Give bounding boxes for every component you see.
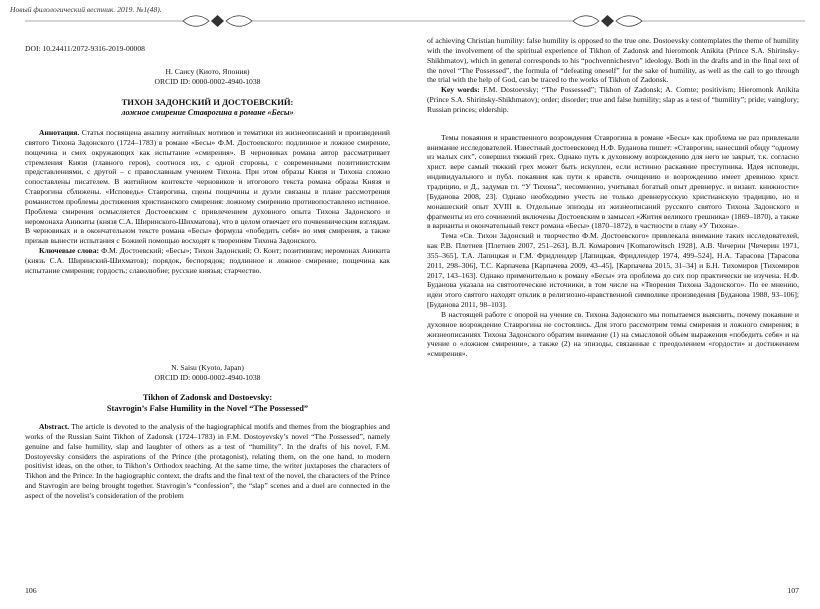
page-number-left: 106 <box>25 586 37 595</box>
abstract-ru-paragraph <box>25 128 390 246</box>
body-paragraph-3: В настоящей работе с опорой на учение св. Тихона Задонского мы попытаемся выяснить, почему покаяние и духовное возрождение Ставрогина не состоялись. Для этого рассмотрим темы смирения и ложного смирения; в жизнеописаниях Тихона Задонского обратим внимание (1) на смысловой объем выражения «победить себя» и на учение о «ложном смирении», а также (2) на эпизоды, связанные с преодолением «гордости» и достижением «смирения». <box>427 309 799 359</box>
abstract-en <box>25 422 390 501</box>
body-paragraph-2: Тема «Св. Тихон Задонский и творчество Ф.М. Достоевского» привлекала внимание таких исследователей, как Р.В. Плетнев [Плетнев 2007, 251–263], В.Л. Комарович [Komarowitsch 1928], А.В. Чичерин [Чичерин 1971, 355–365], Т.А. Лапицкая и Г.М. Фридлендер [Лапицкая, Фридлендер 1974, 499–524], Н.А. Тарасова [Тарасова 2011, 298–306], Т.С. Карпачева [Карпачева 2009, 43–45], [Карпачева 2015, 31–34] и Б.Н. Тихомиров [Тихомиров 2017, 143–163]. Однако применительно к роману «Бесы» эта проблема до сих пор практически не изучена. Н.Ф. Буданова указала на святоотеческие источники, в том числе на «Творения Тихона Задонского». По ее мнению, идеи этого святого находят отклик в религиозно-нравственной символике произведения [Буданова 1988, 93–106]; [Буданова 2011, 98–103]. <box>427 231 799 310</box>
right-column <box>427 36 799 359</box>
keywords-en-text: F.M. Dostoevsky; “The Possessed”; Tikhon of Zadonsk; A. Comte; positivism; Hieromonk Anikita (Prince S.A. Shirinsky-Shikhmatov); order; disorder; true and false humility; slap as a test of “humility”; pride; vainglory; Russian princes; eldership. <box>427 85 799 114</box>
right-page <box>410 0 820 609</box>
abstract-en-text: The article is devoted to the analysis of the hagiographical motifs and themes from the biographies and works of the Russian Saint Tikhon of Zadonsk (1724–1783) in F.M. Dostoyevsky’s novel “The Possessed”, namely genuine and false humility, slap and laughter of others as a test of “humility”. In the drafts of his novel, F.M. Dostoyevsky considers the aspirations of the Prince (the protagonist), relating them, on the one hand, to modern positivist ideas, on the other, to Tikhon’s Orthodox teaching. At the same time, the writer juxtaposes the characters of Tikhon and the Prince. In the hagiographic context, the drafts and the final text of the novel, the characters of the Prince and Stavrogin are being brought together. Stavrogin’s “confession”, the “slap” scenes and a duel are connected in the aspect of the novelist’s consideration of the problem <box>25 422 390 500</box>
orcid-ru: ORCID ID: 0000-0002-4940-1038 <box>154 76 261 86</box>
title-block-ru <box>25 97 390 119</box>
abstract-ru <box>25 128 390 276</box>
keywords-ru-label: Ключевые слова: <box>39 246 100 256</box>
author-block-ru <box>25 67 390 87</box>
keywords-ru-paragraph <box>25 246 390 276</box>
abstract-ru-text: Статья посвящена анализу житийных мотивов и тематики из жизнеописаний и произведений святого Тихона Задонского (1724–1783) в романе «Бесы» Ф.М. Достоевского: подлинное и ложное смирение, пощечина и смех окружающих как испытание «смирения». В черновиках романа автор рассматривает стремления Князя (главного героя), соотнося их, с одной стороны, с современными позитивистским представлениями, с другой – с православным учением Тихона. При этом образы Князя и Тихона сложно сопоставлены писателем. В житийном контексте черновиков и итогового текста романа образы Князя и Ставрогина сближены. «Исповедь» Ставрогина, сцены пощечины и дуэли связаны в плане рассмотрения романистом проблемы достижения христианского смирения: ложному смирению противопоставлено истинное. Проблема смирения осмысляется Достоевским с привлечением духовного опыта Тихона Задонского и иеромонаха Аникиты (князя С.А. Ширинского-Шихматова), что в целом отвечает его почвенническим взглядам. В черновиках и в окончательном тексте романа «Бесы» формула «победить себя» во имя смирения, а также призыв вынести испытания с Божией помощью восходят к творениям Тихона Задонского. <box>25 128 390 246</box>
title-block-en <box>25 393 390 414</box>
abstract-en-continued: of achieving Christian humility: false humility is opposed to the true one. Dostoevsky contemplates the theme of humility with the involvement of the spiritual experience of Tikhon of Zadonsk and hieromonk Anikita (Prince S.A. Shirinsky-Shikhmatov), which in general corresponds to his “pochvennichestvo” ideology. Both in the drafts and in the final text of the novel “The Possessed”, the formula of “defeating oneself” for the sake of humility, as well as the call to go through the trial with the help of God, can be traced to the works of Tikhon of Zadonsk. <box>427 36 799 85</box>
running-head: Новый филологический вестник. 2019. №1(48). <box>10 5 162 14</box>
keywords-ru-text: Ф.М. Достоевский; «Бесы»; Тихон Задонский; О. Конт; позитивизм; иеромонах Аникита (князь С.А. Ширинский-Шихматов); порядок, беспорядок; подлинное и ложное смирение; пощечина как испытание смирения; гордость; славолюбие; русские князья; старчество. <box>25 246 390 275</box>
abstract-en-label: Abstract. <box>39 422 70 431</box>
author-en: N. Saisu (Kyoto, Japan) <box>171 363 244 372</box>
page-number-right: 107 <box>787 586 799 595</box>
abstract-ru-label: Аннотация. <box>39 128 80 137</box>
header-ornament-right <box>410 14 805 28</box>
author-ru: Н. Саису (Киото, Япония) <box>165 67 250 76</box>
header-ornament <box>25 14 410 28</box>
subtitle-ru: ложное смирение Ставрогина в романе «Бесы» <box>121 108 294 117</box>
title-ru: ТИХОН ЗАДОНСКИЙ И ДОСТОЕВСКИЙ: <box>121 97 294 107</box>
abstract-en-paragraph <box>25 422 390 501</box>
doi: DOI: 10.24411/2072-9316-2019-00008 <box>25 44 145 53</box>
title-en-line-1: Tikhon of Zadonsk and Dostoevsky: <box>142 393 273 402</box>
keywords-en-paragraph <box>427 85 799 115</box>
keywords-en-label: Key words: <box>441 85 480 95</box>
title-en-line-2: Stavrogin’s False Humility in the Novel “The Possessed” <box>106 403 309 413</box>
author-block-en <box>25 363 390 383</box>
doi-block <box>25 44 390 54</box>
body-paragraph-1: Темы покаяния и нравственного возрождения Ставрогина в романе «Бесы» как проблема не раз привлекали внимание исследователей. Известный достоевсковед Н.Ф. Буданова пишет: «Ставрогин, нанесший обиду “одному из малых сих”, совершил тяжкий грех. Однако путь к духовному возрождению для него не закрыт, т.к. согласно христ. вере самый тяжкий грех может быть искуплен, если истинно раскаяние преступника. Идея исповеди, индивидуального и публ. покаяния как пути к нравств. очищению и возрождению имеет древнюю христ. традицию, и Д., задумав гл. “У Тихона”, несомненно, учитывал богатый опыт древнерус. и визант. книжности» [Буданова 2008, 23]. Однако необходимо учесть не только древнерусскую христианскую традицию, но и монашеский опыт XVIII в. Отдельные эпизоды из жизнеописаний русского святого Тихона Задонского и фрагменты из его сочинений включены Достоевским в замысел «Жития великого грешника» (1869–1870), а также в варианты и окончательный текст романа «Бесы» (1870–1872), в частности в главу «У Тихона». <box>427 132 799 231</box>
orcid-en: ORCID ID: 0000-0002-4940-1038 <box>154 372 261 382</box>
